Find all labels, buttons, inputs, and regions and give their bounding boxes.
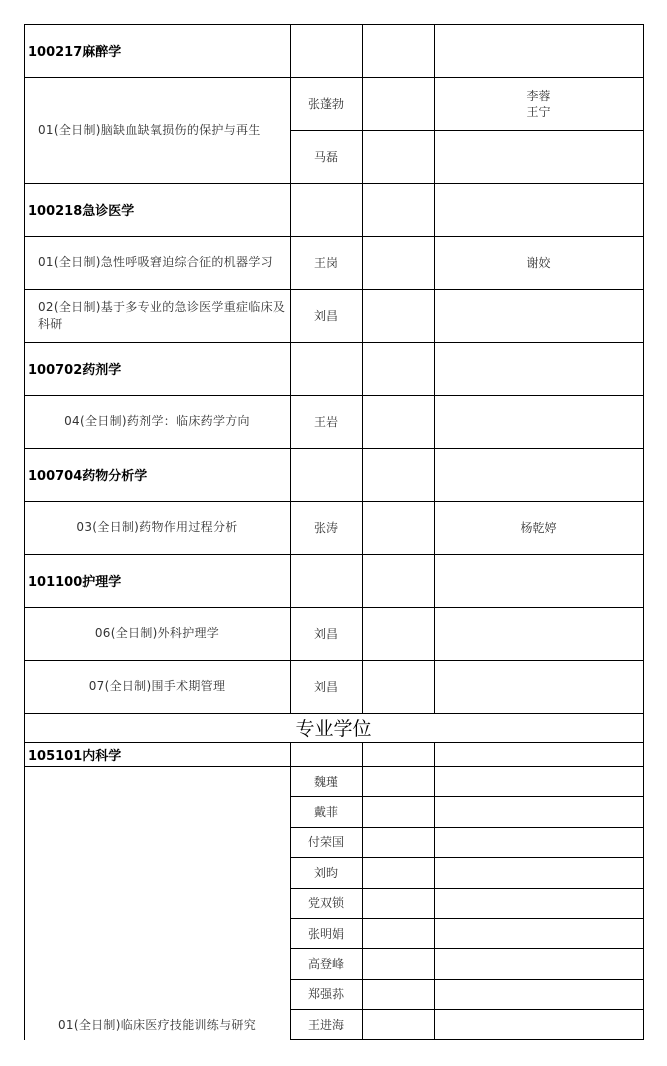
direction-title: 06(全日制)外科护理学 — [94, 626, 220, 640]
row-border — [290, 979, 643, 980]
assistant-supervisor — [434, 395, 643, 448]
row-border — [290, 1009, 643, 1010]
supervisor-name: 马磊 — [313, 150, 338, 164]
row-border — [290, 1039, 643, 1040]
direction-title: 04(全日制)药剂学：临床药学方向 — [64, 414, 250, 428]
direction-row — [24, 236, 643, 289]
row-border — [290, 796, 643, 797]
supervisor-name: 魏瑾 — [313, 774, 338, 789]
row-border — [24, 448, 643, 449]
row-border — [24, 713, 643, 714]
direction-row — [24, 766, 643, 1040]
row-border — [24, 554, 643, 555]
supervisor-name: 刘昀 — [313, 865, 338, 880]
supervisor-name: 张涛 — [313, 521, 338, 535]
direction-title: 03(全日制)药物作用过程分析 — [76, 520, 238, 534]
supervisor-name: 王进海 — [307, 1017, 344, 1032]
column-border — [24, 24, 25, 1040]
row-border — [290, 918, 643, 919]
column-border — [290, 24, 291, 713]
row-border — [290, 827, 643, 828]
section-title: 105101内科学 — [28, 748, 122, 764]
section-header-row — [24, 24, 643, 77]
assistant-supervisor — [434, 289, 643, 342]
supervisor-name: 张蓬勃 — [307, 97, 344, 111]
supervisor-name: 党双锁 — [307, 896, 344, 911]
section-header-row — [24, 183, 643, 236]
row-border — [24, 742, 643, 743]
supervisor-name: 高登峰 — [307, 957, 344, 972]
row-border — [290, 888, 643, 889]
supervisor-name: 刘昌 — [313, 627, 338, 641]
row-border — [24, 660, 643, 661]
direction-title: 07(全日制)围手术期管理 — [88, 679, 226, 693]
assistant-supervisor: 谢姣 — [526, 255, 551, 270]
direction-title: 01(全日制)脑缺血缺氧损伤的保护与再生 — [38, 122, 261, 137]
supervisor-name: 付荣国 — [307, 835, 344, 850]
assistant-supervisor — [434, 607, 643, 660]
section-title: 101100护理学 — [28, 575, 122, 590]
direction-title: 01(全日制)急性呼吸窘迫综合征的机器学习 — [38, 255, 273, 269]
direction-row — [24, 501, 643, 554]
professional-banner: 专业学位 — [295, 718, 372, 740]
row-border — [24, 289, 643, 290]
row-border — [290, 948, 643, 949]
assistant-supervisor: 李蓉 王宁 — [526, 88, 551, 119]
section-title: 100702药剂学 — [28, 363, 122, 378]
supervisor-name: 郑强荪 — [307, 987, 344, 1002]
column-border — [362, 24, 363, 713]
direction-row — [24, 395, 643, 448]
row-border — [24, 607, 643, 608]
direction-row — [24, 660, 643, 713]
supervisor-name: 戴菲 — [313, 805, 338, 820]
section-title: 100704药物分析学 — [28, 469, 148, 484]
row-border — [24, 183, 643, 184]
supervisor-name: 刘昌 — [313, 680, 338, 694]
section-header-row — [24, 554, 643, 607]
section-header-row — [24, 342, 643, 395]
direction-title: 01(全日制)临床医疗技能训练与研究 — [57, 1018, 257, 1032]
column-border — [434, 742, 435, 1040]
column-border — [434, 24, 435, 713]
direction-title: 02(全日制)基于多专业的急诊医学重症临床及科研 — [38, 299, 286, 331]
section-title: 100218急诊医学 — [28, 204, 135, 219]
supervisor-name: 王岩 — [313, 415, 338, 429]
row-border — [24, 766, 643, 767]
row-border — [290, 130, 643, 131]
row-border — [24, 395, 643, 396]
column-border — [643, 24, 644, 714]
direction-row — [24, 289, 643, 342]
row-border — [290, 857, 643, 858]
supervisor-name: 刘昌 — [313, 309, 338, 323]
assistant-supervisor — [434, 660, 643, 713]
section-header-row — [24, 742, 643, 766]
column-border — [643, 713, 644, 1040]
professional-banner-row — [24, 713, 643, 742]
row-border — [24, 24, 643, 25]
row-border — [24, 77, 643, 78]
supervisor-name: 张明娟 — [307, 926, 344, 941]
assistant-supervisor: 杨乾婷 — [520, 520, 557, 535]
column-border — [362, 742, 363, 1040]
section-header-row — [24, 448, 643, 501]
column-border — [290, 742, 291, 1040]
section-title: 100217麻醉学 — [28, 45, 122, 60]
row-border — [24, 236, 643, 237]
row-border — [24, 342, 643, 343]
direction-row — [24, 607, 643, 660]
row-border — [24, 501, 643, 502]
supervisor-name: 王岗 — [313, 256, 338, 270]
